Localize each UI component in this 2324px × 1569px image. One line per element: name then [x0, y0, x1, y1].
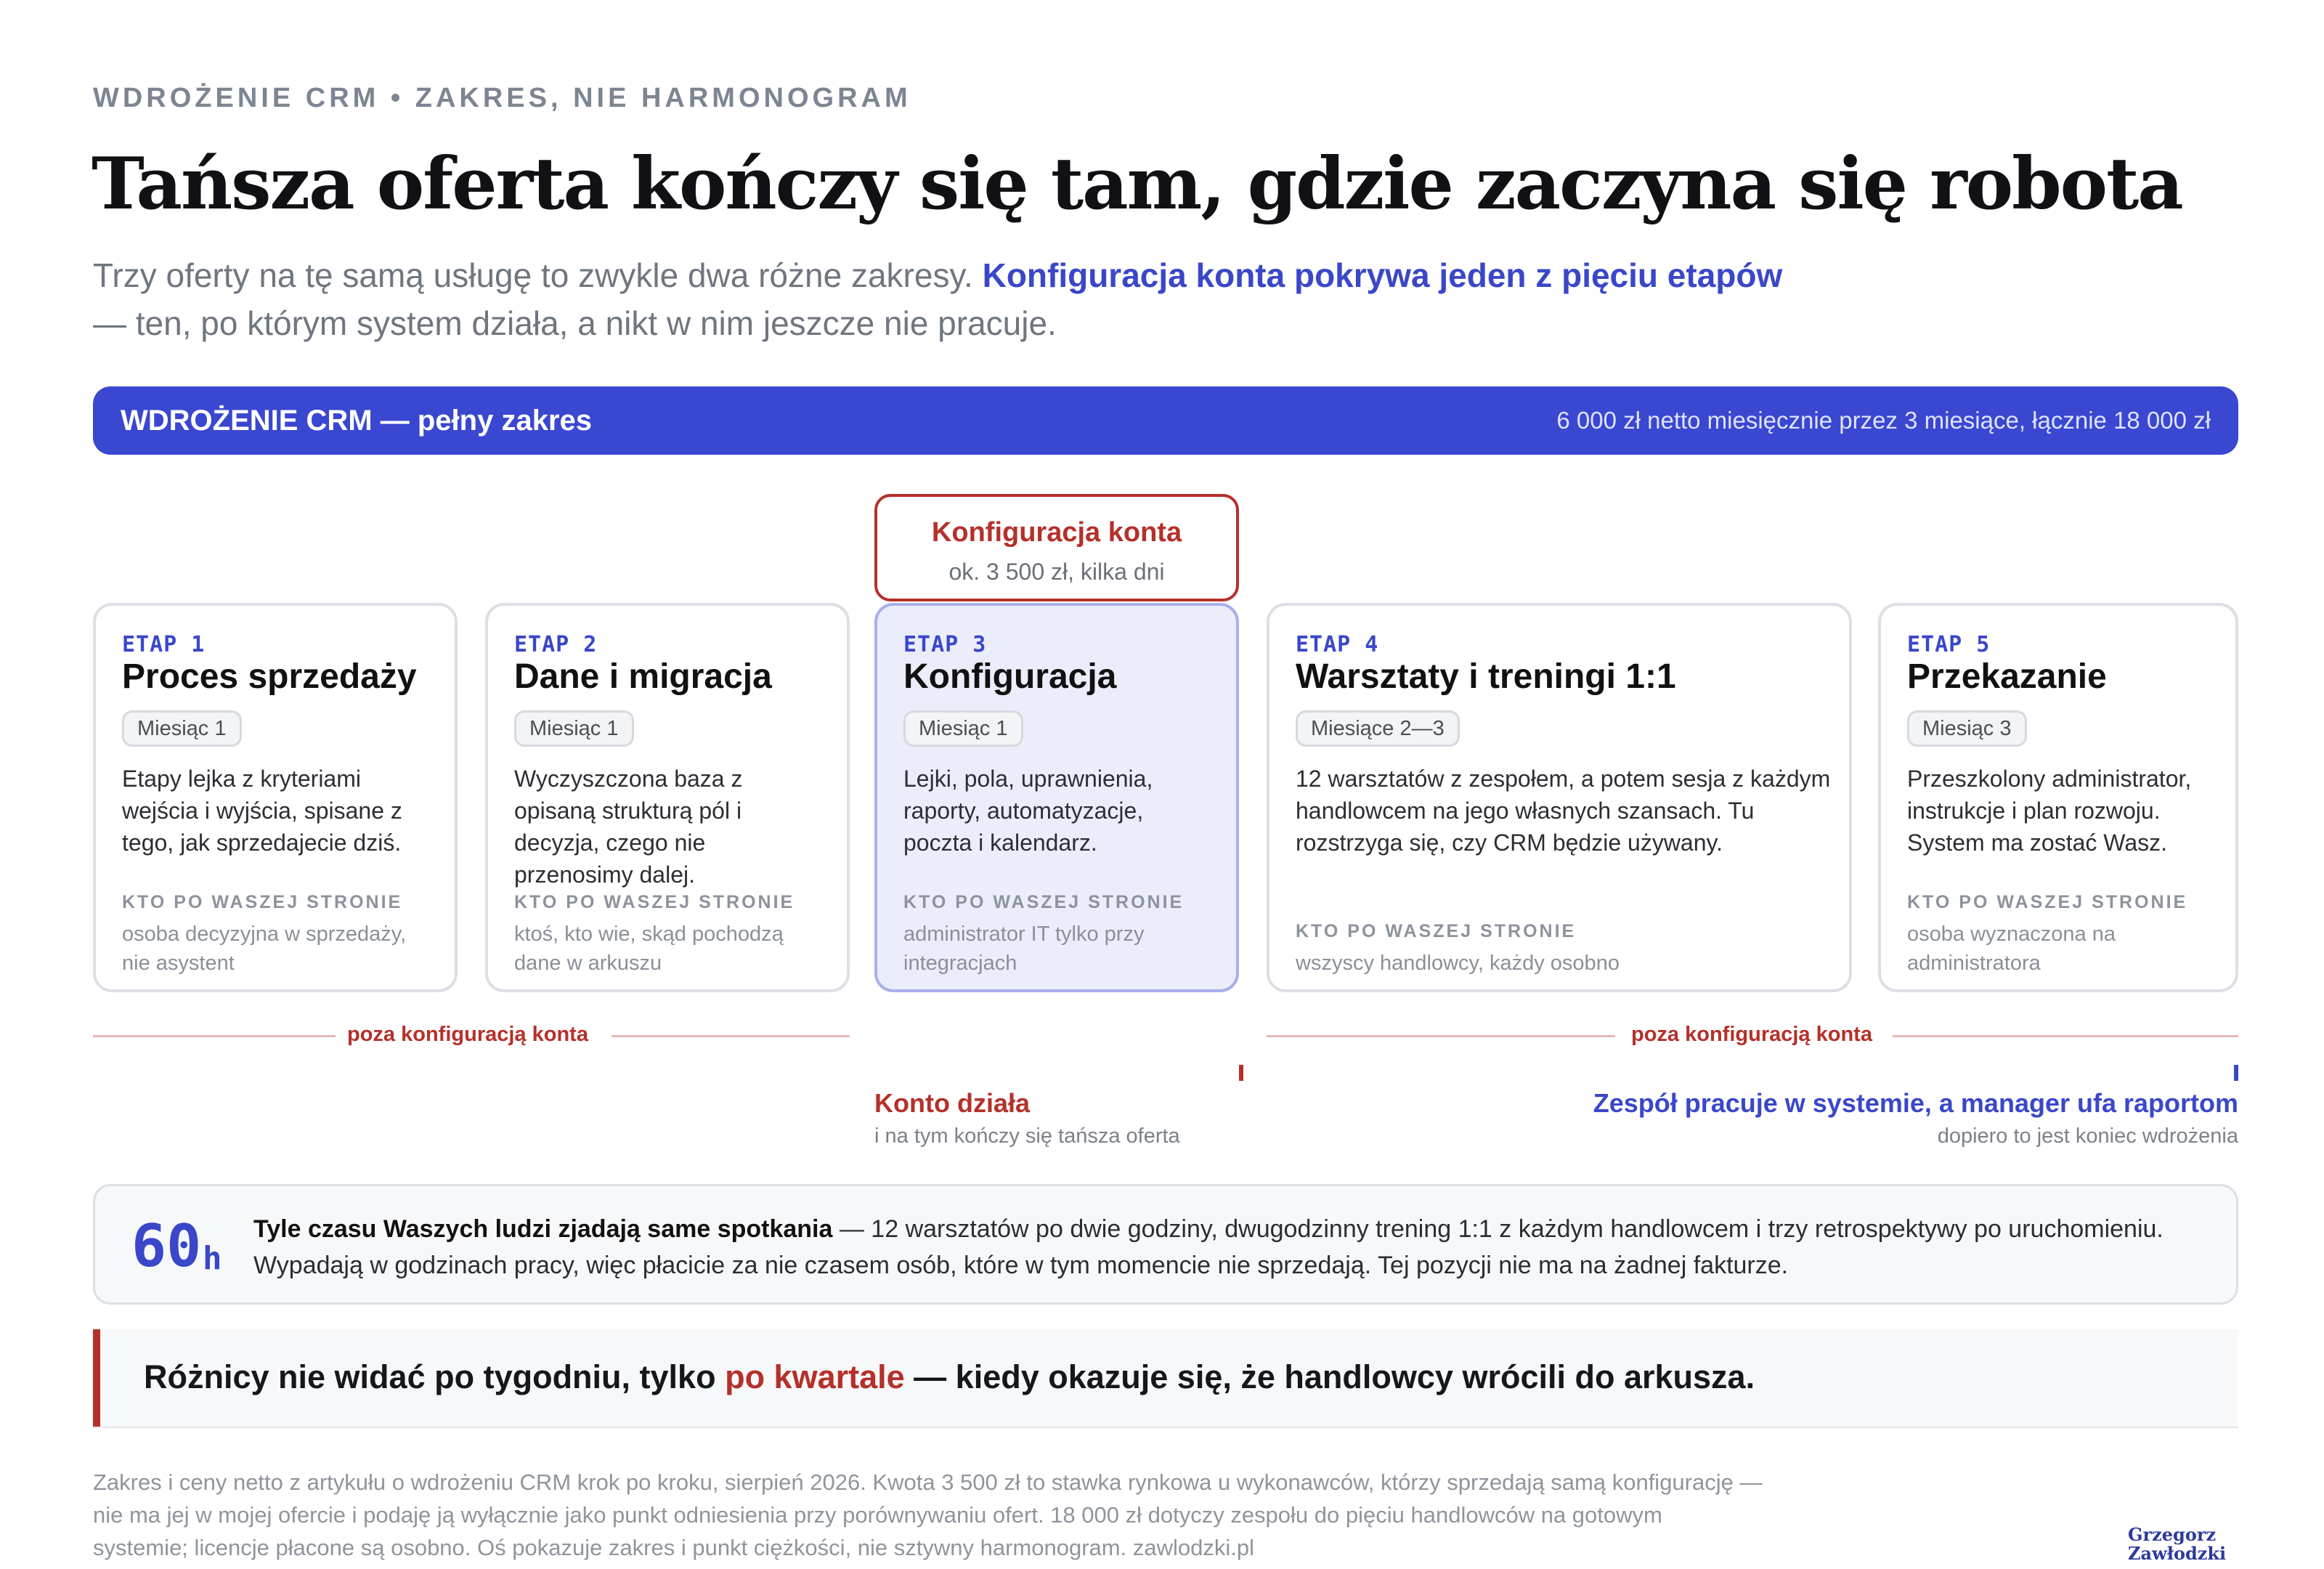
stage-who: ktoś, kto wie, skąd pochodzą dane w arkuszu: [514, 923, 784, 975]
subtitle-rest: — ten, po którym system działa, a nikt w nim jeszcze nie pracuje.: [93, 304, 1057, 342]
quote-text: [144, 1358, 1755, 1396]
logo-line-2: Zawłodzki: [2128, 1543, 2227, 1564]
divider: [93, 1427, 2238, 1428]
stage-title: Warsztaty i treningi 1:1: [1296, 657, 1676, 696]
stage-description: Etapy lejka z kryteriami wejścia i wyjścia, spisane z tego, jak sprzedajecie dziś.: [122, 766, 402, 856]
footnote: Zakres i ceny netto z artykułu o wdrożeniu CRM krok po kroku, sierpień 2026. Kwota 3 500 zł to stawka rynkowa u wykonawców, którzy sprzedają samą konfigurację — nie ma jej w mojej ofercie i podaję ją wyłącznie jako punkt odniesienia przy porównywaniu ofert. 18 000 zł dotyczy zespołu do pięciu handlowców na gotowym systemie; licencje płacone są osobno. Oś pokazuje zakres i punkt ciężkości, nie sztywny harmonogram. zawlodzki.pl: [93, 1469, 1763, 1560]
hours-unit: h: [203, 1240, 222, 1277]
hours-bold: Tyle czasu Waszych ludzi zjadają same spotkania: [253, 1215, 833, 1243]
milestone-account-title: Konto działa: [874, 1088, 1030, 1118]
subtitle-plain: Trzy oferty na tę samą usługę to zwykle dwa różne zakresy.: [93, 256, 983, 294]
page-title: Tańsza oferta kończy się tam, gdzie zaczyna się robota: [92, 142, 2182, 226]
stage-card-5: [1878, 603, 2238, 992]
stage-description: Przeszkolony administrator, instrukcje i plan rozwoju. System ma zostać Wasz.: [1907, 766, 2192, 856]
stage-month-badge: Miesiąc 1: [514, 710, 634, 747]
stage-who: wszyscy handlowcy, każdy osobno: [1296, 952, 1620, 975]
outside-line-left-b: [612, 1035, 850, 1037]
outside-label-right: poza konfiguracją konta: [1631, 1023, 1872, 1046]
subtitle-highlight: Konfiguracja konta pokrywa jeden z pięciu etapów: [982, 256, 1783, 294]
milestone-account-subtitle: i na tym kończy się tańsza oferta: [874, 1124, 1180, 1148]
author-logo: [2128, 1525, 2226, 1563]
milestone-marker-team: [2234, 1065, 2238, 1081]
stage-tag: ETAP 2: [514, 632, 598, 657]
stage-tag: ETAP 5: [1907, 632, 1991, 657]
banner-label: WDROŻENIE CRM — pełny zakres: [121, 404, 593, 437]
scope-banner: [93, 386, 2238, 455]
meeting-hours-box: [93, 1184, 2238, 1305]
stage-month-badge: Miesiąc 1: [122, 710, 242, 747]
outside-line-left-a: [93, 1035, 336, 1037]
stage-month-badge: Miesiąc 1: [903, 710, 1023, 747]
stage-title: Dane i migracja: [514, 657, 772, 696]
quote-highlight: po kwartale: [725, 1358, 905, 1395]
stage-who: administrator IT tylko przy integracjach: [903, 923, 1145, 975]
stage-tag: ETAP 3: [903, 632, 987, 657]
stage-who: osoba wyznaczona na administratora: [1907, 923, 2116, 975]
banner-price: 6 000 zł netto miesięcznie przez 3 miesiące, łącznie 18 000 zł: [1556, 407, 2211, 434]
hours-text: [253, 1211, 2214, 1284]
stage-who-label: KTO PO WASZEJ STRONIE: [1907, 892, 2188, 912]
milestone-team-subtitle: dopiero to jest koniec wdrożenia: [1937, 1124, 2238, 1148]
stage-who-label: KTO PO WASZEJ STRONIE: [122, 892, 403, 912]
stage-card-3: [874, 603, 1239, 992]
stage-tag: ETAP 1: [122, 632, 206, 657]
stage-card-2: [485, 603, 850, 992]
stage-card-1: [93, 603, 458, 992]
quote-after: — kiedy okazuje się, że handlowcy wrócili do arkusza.: [904, 1358, 1755, 1395]
hours-number: 60: [131, 1212, 202, 1280]
logo-line-1: Grzegorz: [2128, 1524, 2217, 1545]
stage-description: 12 warsztatów z zespołem, a potem sesja z każdym handlowcem na jego własnych szansach. Tu rozstrzyga się, czy CRM będzie używany.: [1296, 766, 1831, 856]
milestone-team-title: Zespół pracuje w systemie, a manager ufa raportom: [1593, 1088, 2238, 1118]
stage-who-label: KTO PO WASZEJ STRONIE: [903, 892, 1185, 912]
stage-who-label: KTO PO WASZEJ STRONIE: [1296, 921, 1577, 941]
eyebrow: WDROŻENIE CRM • ZAKRES, NIE HARMONOGRAM: [93, 83, 911, 113]
outside-line-right-b: [1893, 1035, 2238, 1037]
stage-title: Przekazanie: [1907, 657, 2107, 696]
key-quote: [93, 1329, 2238, 1428]
stage-card-4: [1267, 603, 1852, 992]
stage-title: Konfiguracja: [903, 657, 1117, 696]
stage-description: Lejki, pola, uprawnienia, raporty, automatyzacje, poczta i kalendarz.: [903, 766, 1153, 856]
stage-month-badge: Miesiące 2—3: [1296, 710, 1460, 747]
callout-subtitle: ok. 3 500 zł, kilka dni: [948, 559, 1165, 585]
outside-label-left: poza konfiguracją konta: [347, 1023, 588, 1046]
subtitle: [93, 251, 1981, 347]
stage-description: Wyczyszczona baza z opisaną strukturą pól i decyzja, czego nie przenosimy dalej.: [514, 766, 743, 888]
hours-rest: — 12 warsztatów po dwie godziny, dwugodzinny trening 1:1 z każdym handlowcem i trzy retrospektywy po uruchomieniu. Wypadają w godzinach pracy, więc płacicie za nie czasem osób, które w tym momencie nie sprzedają. Tej pozycji nie ma na żadnej fakturze.: [253, 1215, 2163, 1279]
quote-before: Różnicy nie widać po tygodniu, tylko: [144, 1358, 726, 1395]
stage-who: osoba decyzyjna w sprzedaży, nie asystent: [122, 923, 407, 975]
stage-who-label: KTO PO WASZEJ STRONIE: [514, 892, 795, 912]
outside-line-right-a: [1267, 1035, 1615, 1037]
stage-month-badge: Miesiąc 3: [1907, 710, 2027, 747]
callout-title: Konfiguracja konta: [931, 517, 1182, 548]
stage-title: Proces sprzedaży: [122, 657, 417, 696]
stage-tag: ETAP 4: [1296, 632, 1379, 657]
config-callout: [874, 494, 1239, 601]
milestone-marker-account: [1239, 1065, 1243, 1081]
